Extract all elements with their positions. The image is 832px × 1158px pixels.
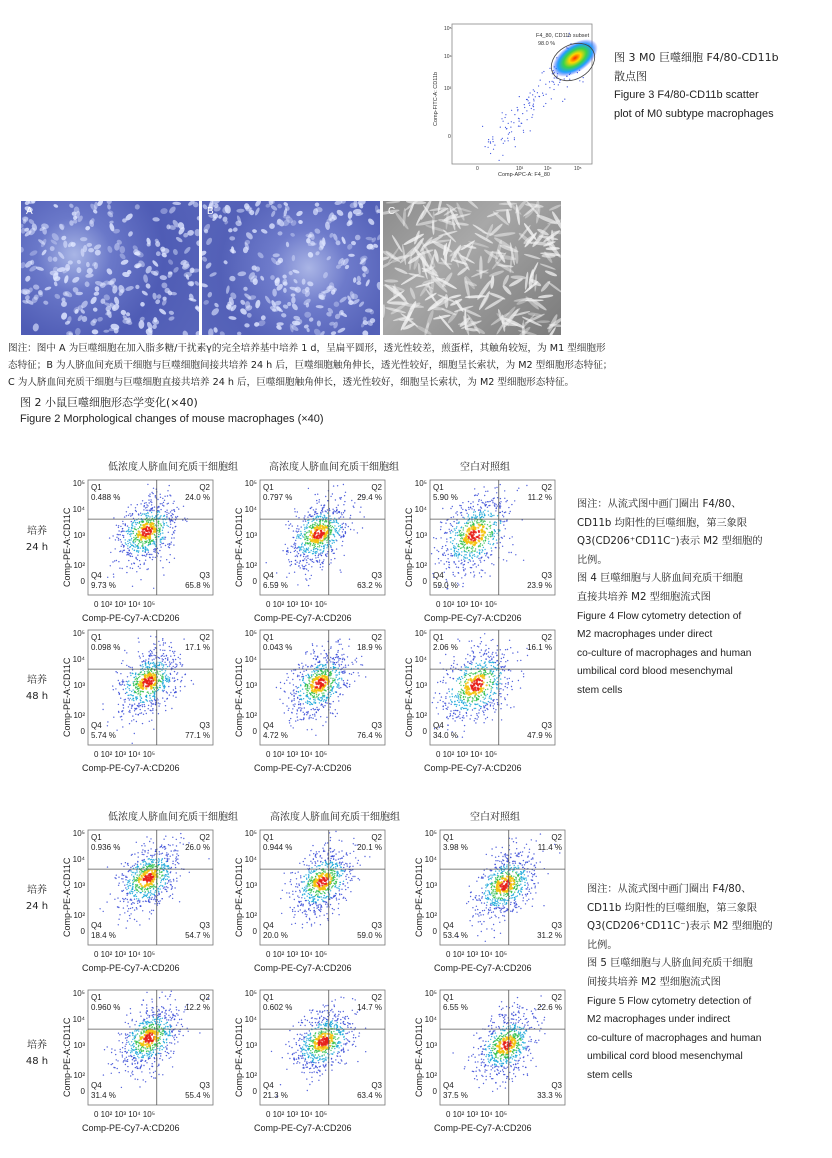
quadrant-q1-label: Q1 [443,993,454,1002]
y-tick-label: 10⁵ [72,629,85,638]
y-tick-label: 0 [252,727,257,736]
x-axis-label: Comp-PE-Cy7-A:CD206 [82,613,180,623]
quadrant-q3-value: 54.7 % [185,931,210,940]
y-tick-label: 10⁴ [72,655,85,664]
quadrant-q2-label: Q2 [199,633,210,642]
y-axis-label: Comp-PE-A:CD11C [62,1017,72,1097]
x-axis-label: Comp-PE-Cy7-A:CD206 [424,763,522,773]
fig5-note-4: 比例。 [587,939,618,951]
quadrant-q2-label: Q2 [371,993,382,1002]
svg-text:0: 0 [448,134,451,140]
micrograph-c-label: C [388,206,396,217]
y-tick-label: 10² [73,911,85,920]
y-tick-label: 0 [432,1087,437,1096]
flow-plot-fig5-r2-c3 [414,990,579,1142]
x-tick-labels: 0 10² 10³ 10⁴ 10⁵ [94,950,156,959]
y-tick-label: 10⁴ [414,505,427,514]
quadrant-q4-label: Q4 [433,571,444,580]
micrograph-b-texture [202,201,380,335]
quadrant-q2-value: 14.7 % [357,1003,382,1012]
fig5-row-2-cn: 培养 [27,1040,47,1051]
fig5-caption [587,881,823,1086]
y-tick-label: 10⁴ [424,1015,437,1024]
x-axis-label: Comp-PE-Cy7-A:CD206 [424,613,522,623]
fig4-row-1-cn: 培养 [27,526,47,537]
quadrant-q2-label: Q2 [551,833,562,842]
quadrant-q3-value: 63.2 % [357,581,382,590]
y-axis-label: Comp-PE-A:CD11C [404,657,414,737]
fig3-plot [432,18,600,180]
flow-plot-fig4-r1-c1 [62,480,227,632]
y-tick-label: 10⁴ [244,855,257,864]
quadrant-q1-value: 3.98 % [443,843,468,852]
quadrant-q1-value: 2.06 % [433,643,458,652]
y-tick-label: 0 [252,1087,257,1096]
y-axis-label: Comp-PE-A:CD11C [62,507,72,587]
y-tick-label: 10⁴ [72,505,85,514]
quadrant-q3-value: 65.8 % [185,581,210,590]
quadrant-q2-label: Q2 [541,633,552,642]
y-tick-label: 10⁵ [244,829,257,838]
y-tick-label: 10² [245,1071,257,1080]
micrograph-a [21,201,199,335]
y-tick-label: 10² [73,1071,85,1080]
fig5-col-1: 低浓度人脐血间充质干细胞组 [108,812,238,823]
fig5-cap-en-1: Figure 5 Flow cytometry detection of [587,995,752,1007]
fig5-row-1 [24,883,50,915]
x-tick-labels: 0 10² 10³ 10⁴ 10⁵ [94,750,156,759]
y-tick-label: 10³ [245,881,257,890]
x-tick-labels: 0 10² 10³ 10⁴ 10⁵ [266,950,328,959]
y-axis-label: Comp-PE-A:CD11C [234,1017,244,1097]
svg-text:10⁵: 10⁵ [574,166,582,172]
quadrant-q4-label: Q4 [263,571,274,580]
quadrant-q4-label: Q4 [91,721,102,730]
y-axis-label: Comp-PE-A:CD11C [62,857,72,937]
fig5-cap-en-5: stem cells [587,1069,633,1081]
x-axis-label: Comp-PE-Cy7-A:CD206 [254,1123,352,1133]
quadrant-q3-value: 55.4 % [185,1091,210,1100]
fig4-note-2: CD11b 均阳性的巨噬细胞，第三象限 [577,517,748,529]
y-tick-label: 10² [73,561,85,570]
fig4-row-2-time: 48 h [25,691,49,702]
quadrant-q2-value: 11.2 % [527,493,552,502]
quadrant-q4-value: 31.4 % [91,1091,116,1100]
svg-text:0: 0 [476,166,479,172]
y-axis-label: Comp-PE-A:CD11C [234,857,244,937]
fig3-caption-en-1: Figure 3 F4/80-CD11b scatter [614,89,759,101]
fig5-row-2-time: 48 h [25,1056,49,1067]
y-axis-label: Comp-PE-A:CD11C [234,657,244,737]
y-tick-label: 10² [245,711,257,720]
quadrant-q4-value: 4.72 % [263,731,288,740]
quadrant-q2-label: Q2 [199,833,210,842]
y-tick-label: 10³ [73,1041,85,1050]
quadrant-q2-value: 16.1 % [527,643,552,652]
quadrant-q2-label: Q2 [541,483,552,492]
fig5-cap-en-3: co-culture of macrophages and human [587,1032,762,1044]
quadrant-q4-value: 53.4 % [443,931,468,940]
y-tick-label: 10⁴ [72,855,85,864]
x-axis-label: Comp-PE-Cy7-A:CD206 [254,963,352,973]
fig5-cap-cn-1: 图 5 巨噬细胞与人脐血间充质干细胞 [587,958,753,970]
fig3-gate-pct: 98.0 % [538,41,556,47]
x-tick-labels: 0 10² 10³ 10⁴ 10⁵ [266,600,328,609]
y-tick-label: 10² [425,1071,437,1080]
y-axis-label: Comp-PE-A:CD11C [404,507,414,587]
flow-plot-svg [62,990,227,1137]
flow-plot-fig5-r1-c3 [414,830,579,982]
flow-plot-svg [234,480,399,627]
quadrant-q1-value: 6.55 % [443,1003,468,1012]
y-tick-label: 10² [415,711,427,720]
fig4-note-1: 图注：从流式图中画门圈出 F4/80、 [577,499,742,510]
quadrant-q4-value: 5.74 % [91,731,116,740]
quadrant-q4-label: Q4 [263,1081,274,1090]
x-tick-labels: 0 10² 10³ 10⁴ 10⁵ [446,1110,508,1119]
flow-plot-fig4-r2-c1 [62,630,227,782]
fig4-col-1: 低浓度人脐血间充质干细胞组 [108,462,238,473]
quadrant-q4-value: 20.0 % [263,931,288,940]
y-axis-label: Comp-PE-A:CD11C [234,507,244,587]
quadrant-q3-label: Q3 [371,1081,382,1090]
quadrant-q4-value: 6.59 % [263,581,288,590]
quadrant-q1-label: Q1 [263,833,274,842]
quadrant-q3-label: Q3 [199,571,210,580]
quadrant-q1-label: Q1 [263,993,274,1002]
fig4-note-3: Q3(CD206⁺CD11C⁻)表示 M2 型细胞的 [577,536,763,548]
y-tick-label: 10⁵ [72,989,85,998]
fig5-cap-en-2: M2 macrophages under indirect [587,1014,731,1026]
quadrant-q3-value: 33.3 % [537,1091,562,1100]
y-tick-label: 10⁴ [414,655,427,664]
y-tick-label: 10³ [245,531,257,540]
y-tick-label: 0 [252,577,257,586]
quadrant-q1-value: 0.797 % [263,493,293,502]
y-axis-label: Comp-PE-A:CD11C [62,657,72,737]
y-tick-label: 10⁵ [424,989,437,998]
flow-plot-svg [234,630,399,777]
x-axis-label: Comp-PE-Cy7-A:CD206 [254,763,352,773]
quadrant-q2-value: 26.0 % [185,843,210,852]
quadrant-q3-label: Q3 [199,921,210,930]
flow-plot-fig5-r2-c1 [62,990,227,1142]
y-tick-label: 0 [422,577,427,586]
svg-text:10⁴: 10⁴ [544,166,552,172]
flow-plot-svg [404,630,569,777]
fig5-note-2: CD11b 均阳性的巨噬细胞，第三象限 [587,902,758,914]
fig2-caption-en: Figure 2 Morphological changes of mouse macrophages (×40) [20,413,324,425]
quadrant-q2-label: Q2 [199,993,210,1002]
quadrant-q3-value: 31.2 % [537,931,562,940]
flow-plot-fig4-r1-c3 [404,480,569,632]
fig5-cap-cn-2: 间接共培养 M2 型细胞流式图 [587,976,721,988]
flow-plot-svg [234,990,399,1137]
svg-text:10⁴: 10⁴ [444,54,452,60]
fig4-cap-en-5: stem cells [577,684,623,696]
fig4-cap-cn-1: 图 4 巨噬细胞与人脐血间充质干细胞 [577,573,743,585]
quadrant-q3-label: Q3 [199,721,210,730]
fig3-caption-cn-2: 散点图 [614,70,647,83]
y-tick-label: 10⁵ [244,989,257,998]
y-tick-label: 10⁵ [414,629,427,638]
fig4-cap-cn-2: 直接共培养 M2 型细胞流式图 [577,591,711,603]
quadrant-q3-label: Q3 [199,1081,210,1090]
y-tick-label: 10² [245,561,257,570]
x-tick-labels: 0 10² 10³ 10⁴ 10⁵ [446,950,508,959]
quadrant-q3-value: 77.1 % [185,731,210,740]
y-tick-label: 10⁴ [244,1015,257,1024]
quadrant-q1-label: Q1 [263,633,274,642]
fig4-row-2 [24,673,50,705]
x-axis-label: Comp-PE-Cy7-A:CD206 [434,963,532,973]
quadrant-q1-label: Q1 [433,483,444,492]
y-tick-label: 10³ [425,1041,437,1050]
flow-plot-svg [62,480,227,627]
quadrant-q1-label: Q1 [433,633,444,642]
quadrant-q2-value: 29.4 % [357,493,382,502]
y-tick-label: 0 [422,727,427,736]
quadrant-q2-value: 18.9 % [357,643,382,652]
y-tick-label: 10² [245,911,257,920]
quadrant-q2-value: 17.1 % [185,643,210,652]
quadrant-q4-value: 34.0 % [433,731,458,740]
y-tick-label: 0 [80,727,85,736]
y-tick-label: 0 [252,927,257,936]
y-tick-label: 10² [73,711,85,720]
fig3-caption [614,48,824,124]
quadrant-q1-label: Q1 [263,483,274,492]
y-tick-label: 10³ [245,681,257,690]
quadrant-q1-value: 0.098 % [91,643,121,652]
y-tick-label: 0 [80,577,85,586]
svg-text:10³: 10³ [444,86,452,92]
flow-plot-svg [234,830,399,977]
x-axis-label: Comp-PE-Cy7-A:CD206 [82,763,180,773]
flow-plot-fig5-r1-c2 [234,830,399,982]
fig2-note [8,340,823,391]
fig4-cap-en-1: Figure 4 Flow cytometry detection of [577,610,742,622]
quadrant-q2-label: Q2 [551,993,562,1002]
y-axis-label: Comp-PE-A:CD11C [414,1017,424,1097]
y-axis-label: Comp-PE-A:CD11C [414,857,424,937]
flow-plot-fig4-r1-c2 [234,480,399,632]
x-tick-labels: 0 10² 10³ 10⁴ 10⁵ [94,600,156,609]
micrograph-c [383,201,561,335]
x-tick-labels: 0 10² 10³ 10⁴ 10⁵ [94,1110,156,1119]
x-tick-labels: 0 10² 10³ 10⁴ 10⁵ [266,1110,328,1119]
y-tick-label: 0 [432,927,437,936]
quadrant-q3-value: 59.0 % [357,931,382,940]
fig3-ylabel: Comp-FITC-A: CD11b [433,72,439,126]
fig5-row-1-time: 24 h [25,901,49,912]
fig2-note-2: 态特征；B 为人脐血间充质干细胞与巨噬细胞间接共培养 24 h 后，巨噬细胞触角伸长，透光性较好，细胞呈长索状，为 M2 型细胞形态特征； [8,360,613,371]
fig4-row-1 [24,524,50,556]
y-tick-label: 10⁵ [244,629,257,638]
x-axis-label: Comp-PE-Cy7-A:CD206 [82,1123,180,1133]
x-axis-label: Comp-PE-Cy7-A:CD206 [434,1123,532,1133]
fig4-row-2-cn: 培养 [27,675,47,686]
quadrant-q4-value: 18.4 % [91,931,116,940]
fig5-col-2: 高浓度人脐血间充质干细胞组 [270,812,400,823]
quadrant-q3-label: Q3 [371,921,382,930]
quadrant-q3-label: Q3 [371,721,382,730]
y-tick-label: 10² [425,911,437,920]
quadrant-q1-value: 0.936 % [91,843,121,852]
quadrant-q1-label: Q1 [91,483,102,492]
fig5-row-2 [24,1038,50,1070]
flow-plot-svg [62,830,227,977]
quadrant-q4-value: 59.0 % [433,581,458,590]
quadrant-q1-value: 0.944 % [263,843,293,852]
y-tick-label: 10² [415,561,427,570]
fig5-col-3: 空白对照组 [470,812,520,823]
flow-plot-svg [414,830,579,977]
fig5-cap-en-4: umbilical cord blood mesenchymal [587,1051,743,1063]
y-tick-label: 10³ [425,881,437,890]
quadrant-q4-value: 21.3 % [263,1091,288,1100]
quadrant-q3-value: 23.9 % [527,581,552,590]
y-tick-label: 0 [80,927,85,936]
y-tick-label: 10³ [73,531,85,540]
quadrant-q2-value: 11.4 % [537,843,562,852]
x-tick-labels: 0 10² 10³ 10⁴ 10⁵ [266,750,328,759]
micrograph-b-label: B [207,206,214,217]
quadrant-q3-value: 47.9 % [527,731,552,740]
quadrant-q3-label: Q3 [551,921,562,930]
quadrant-q3-label: Q3 [541,721,552,730]
quadrant-q2-label: Q2 [371,833,382,842]
quadrant-q1-value: 0.043 % [263,643,293,652]
quadrant-q3-value: 76.4 % [357,731,382,740]
quadrant-q4-label: Q4 [91,1081,102,1090]
fig4-cap-en-2: M2 macrophages under direct [577,629,713,641]
fig5-note-3: Q3(CD206⁺CD11C⁻)表示 M2 型细胞的 [587,921,773,933]
quadrant-q1-value: 0.602 % [263,1003,293,1012]
quadrant-q1-label: Q1 [91,993,102,1002]
quadrant-q4-label: Q4 [443,1081,454,1090]
quadrant-q1-value: 0.488 % [91,493,121,502]
flow-plot-svg [414,990,579,1137]
y-tick-label: 10³ [73,681,85,690]
flow-plot-fig4-r2-c3 [404,630,569,782]
quadrant-q4-value: 37.5 % [443,1091,468,1100]
quadrant-q3-label: Q3 [371,571,382,580]
fig4-cap-en-4: umbilical cord blood mesenchymal [577,666,733,678]
quadrant-q1-value: 5.90 % [433,493,458,502]
quadrant-q3-label: Q3 [551,1081,562,1090]
fig4-caption [577,496,817,701]
svg-text:10⁵: 10⁵ [444,26,452,32]
y-tick-label: 10³ [415,531,427,540]
y-tick-label: 10³ [245,1041,257,1050]
y-tick-label: 10⁴ [424,855,437,864]
y-tick-label: 10⁴ [244,655,257,664]
quadrant-q1-label: Q1 [91,633,102,642]
x-tick-labels: 0 10² 10³ 10⁴ 10⁵ [436,600,498,609]
quadrant-q3-value: 63.4 % [357,1091,382,1100]
fig2-note-1: 图注：图中 A 为巨噬细胞在加入脂多糖/干扰素γ的完全培养基中培养 1 d，呈扁平圆形，透光性较差，煎蛋样，其触角较短，为 M1 型细胞形 [8,343,606,354]
y-tick-label: 0 [80,1087,85,1096]
quadrant-q4-label: Q4 [91,921,102,930]
fig5-row-1-cn: 培养 [27,885,47,896]
quadrant-q2-value: 24.0 % [185,493,210,502]
y-tick-label: 10³ [73,881,85,890]
quadrant-q4-label: Q4 [263,921,274,930]
y-tick-label: 10⁵ [424,829,437,838]
micrograph-a-label: A [26,206,33,217]
flow-plot-fig5-r1-c1 [62,830,227,982]
y-tick-label: 10³ [415,681,427,690]
quadrant-q1-value: 0.960 % [91,1003,121,1012]
fig3-gate-name: F4_80, CD11b subset [536,33,590,39]
fig4-cap-en-3: co-culture of macrophages and human [577,647,752,659]
fig2-note-3: C 为人脐血间充质干细胞与巨噬细胞直接共培养 24 h 后，巨噬细胞触角伸长，透光性较好，细胞呈长索状，为 M2 型细胞形态特征。 [8,377,575,388]
fig3-caption-cn-1: 图 3 M0 巨噬细胞 F4/80-CD11b [614,51,779,64]
flow-plot-svg [404,480,569,627]
fig2-caption-cn: 图 2 小鼠巨噬细胞形态学变化(×40) [20,396,198,409]
quadrant-q4-label: Q4 [443,921,454,930]
x-tick-labels: 0 10² 10³ 10⁴ 10⁵ [436,750,498,759]
fig4-note-4: 比例。 [577,554,608,566]
quadrant-q1-label: Q1 [443,833,454,842]
y-tick-label: 10⁴ [72,1015,85,1024]
fig4-col-3: 空白对照组 [460,462,510,473]
svg-text:10³: 10³ [516,166,524,172]
quadrant-q1-label: Q1 [91,833,102,842]
fig3-scatter-svg [432,18,600,180]
micrograph-a-texture [21,201,199,335]
flow-plot-svg [62,630,227,777]
quadrant-q4-value: 9.73 % [91,581,116,590]
x-axis-label: Comp-PE-Cy7-A:CD206 [254,613,352,623]
y-tick-label: 10⁵ [72,829,85,838]
fig4-row-1-time: 24 h [25,542,49,553]
fig5-note-1: 图注：从流式图中画门圈出 F4/80、 [587,884,752,895]
y-tick-label: 10⁵ [414,479,427,488]
micrograph-c-texture [383,201,561,335]
quadrant-q2-value: 12.2 % [185,1003,210,1012]
y-tick-label: 10⁴ [244,505,257,514]
quadrant-q2-value: 22.6 % [537,1003,562,1012]
quadrant-q3-label: Q3 [541,571,552,580]
x-axis-label: Comp-PE-Cy7-A:CD206 [82,963,180,973]
y-tick-label: 10⁵ [244,479,257,488]
fig4-col-2: 高浓度人脐血间充质干细胞组 [269,462,399,473]
y-tick-label: 10⁵ [72,479,85,488]
quadrant-q2-label: Q2 [371,633,382,642]
quadrant-q4-label: Q4 [91,571,102,580]
flow-plot-fig5-r2-c2 [234,990,399,1142]
quadrant-q4-label: Q4 [433,721,444,730]
quadrant-q4-label: Q4 [263,721,274,730]
flow-plot-fig4-r2-c2 [234,630,399,782]
fig3-caption-en-2: plot of M0 subtype macrophages [614,108,774,120]
quadrant-q2-label: Q2 [371,483,382,492]
fig3-xlabel: Comp-APC-A: F4_80 [498,172,550,178]
quadrant-q2-label: Q2 [199,483,210,492]
micrograph-b [202,201,380,335]
quadrant-q2-value: 20.1 % [357,843,382,852]
